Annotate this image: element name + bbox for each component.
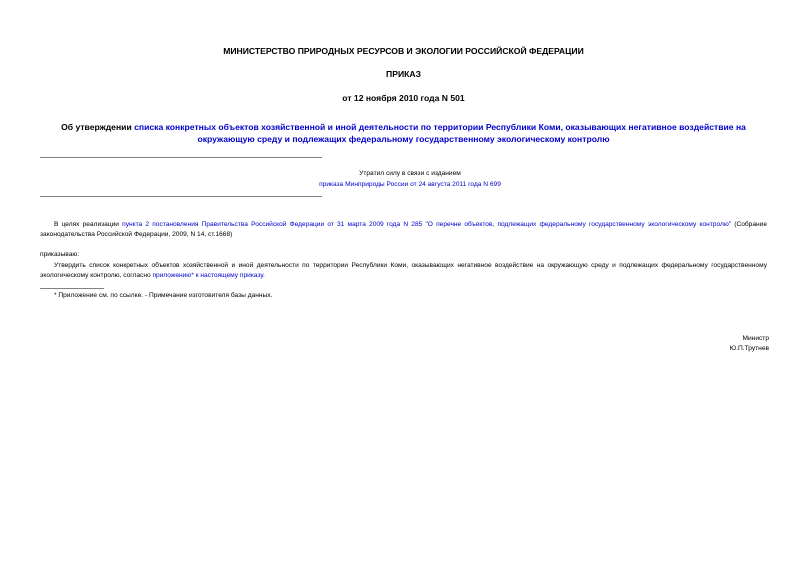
basis-suffix: (Собрание законодательства Российской Федерации, 2009, N 14, ст.1668) xyxy=(40,221,768,238)
title-link[interactable]: списка конкретных объектов хозяйственной и иной деятельности по территории Республики Коми, оказывающих негативное воздействие на окружающую среду и подлежащих федеральному государственному экологическому контролю xyxy=(134,122,746,144)
status-line: Утратил силу в связи с изданием xyxy=(359,170,461,177)
divider-bottom xyxy=(40,196,322,197)
signature-block xyxy=(730,334,769,354)
order-word: приказываю: xyxy=(40,251,80,258)
footnote-text: * Приложение см. по ссылке. - Примечание изготовителя базы данных. xyxy=(54,292,273,299)
basis-prefix: В целях реализации xyxy=(54,221,123,228)
approve-suffix: . xyxy=(263,272,265,279)
paragraph-approve xyxy=(40,261,767,281)
footnote-divider xyxy=(40,288,104,289)
approve-prefix: Утвердить список конкретных объектов хозяйственной и иной деятельности по территории Республики Коми, оказывающих негативное воздействие на окружающую среду и подлежащих федеральному государственному экологическому контролю, согласно xyxy=(40,262,767,279)
signer-position: Министр xyxy=(742,335,769,342)
paragraph-basis xyxy=(40,220,767,240)
document-type: ПРИКАЗ xyxy=(386,69,421,79)
basis-link[interactable]: пункта 2 постановления Правительства Российской Федерации от 31 марта 2009 года N 285 "О перечне объектов, подлежащих федеральному государственному экологическому контролю" xyxy=(122,221,732,228)
document-title xyxy=(40,121,767,145)
ministry-name: МИНИСТЕРСТВО ПРИРОДНЫХ РЕСУРСОВ И ЭКОЛОГИИ РОССИЙСКОЙ ФЕДЕРАЦИИ xyxy=(223,46,584,56)
divider-top xyxy=(40,157,322,158)
title-prefix: Об утверждении xyxy=(61,122,135,132)
signer-name: Ю.П.Трутнев xyxy=(729,345,769,352)
appendix-link[interactable]: приложению* к настоящему приказу xyxy=(152,272,264,279)
document-date-number: от 12 ноября 2010 года N 501 xyxy=(342,93,465,103)
status-link[interactable]: приказа Минприроды России от 24 августа 2011 года N 699 xyxy=(319,181,501,188)
